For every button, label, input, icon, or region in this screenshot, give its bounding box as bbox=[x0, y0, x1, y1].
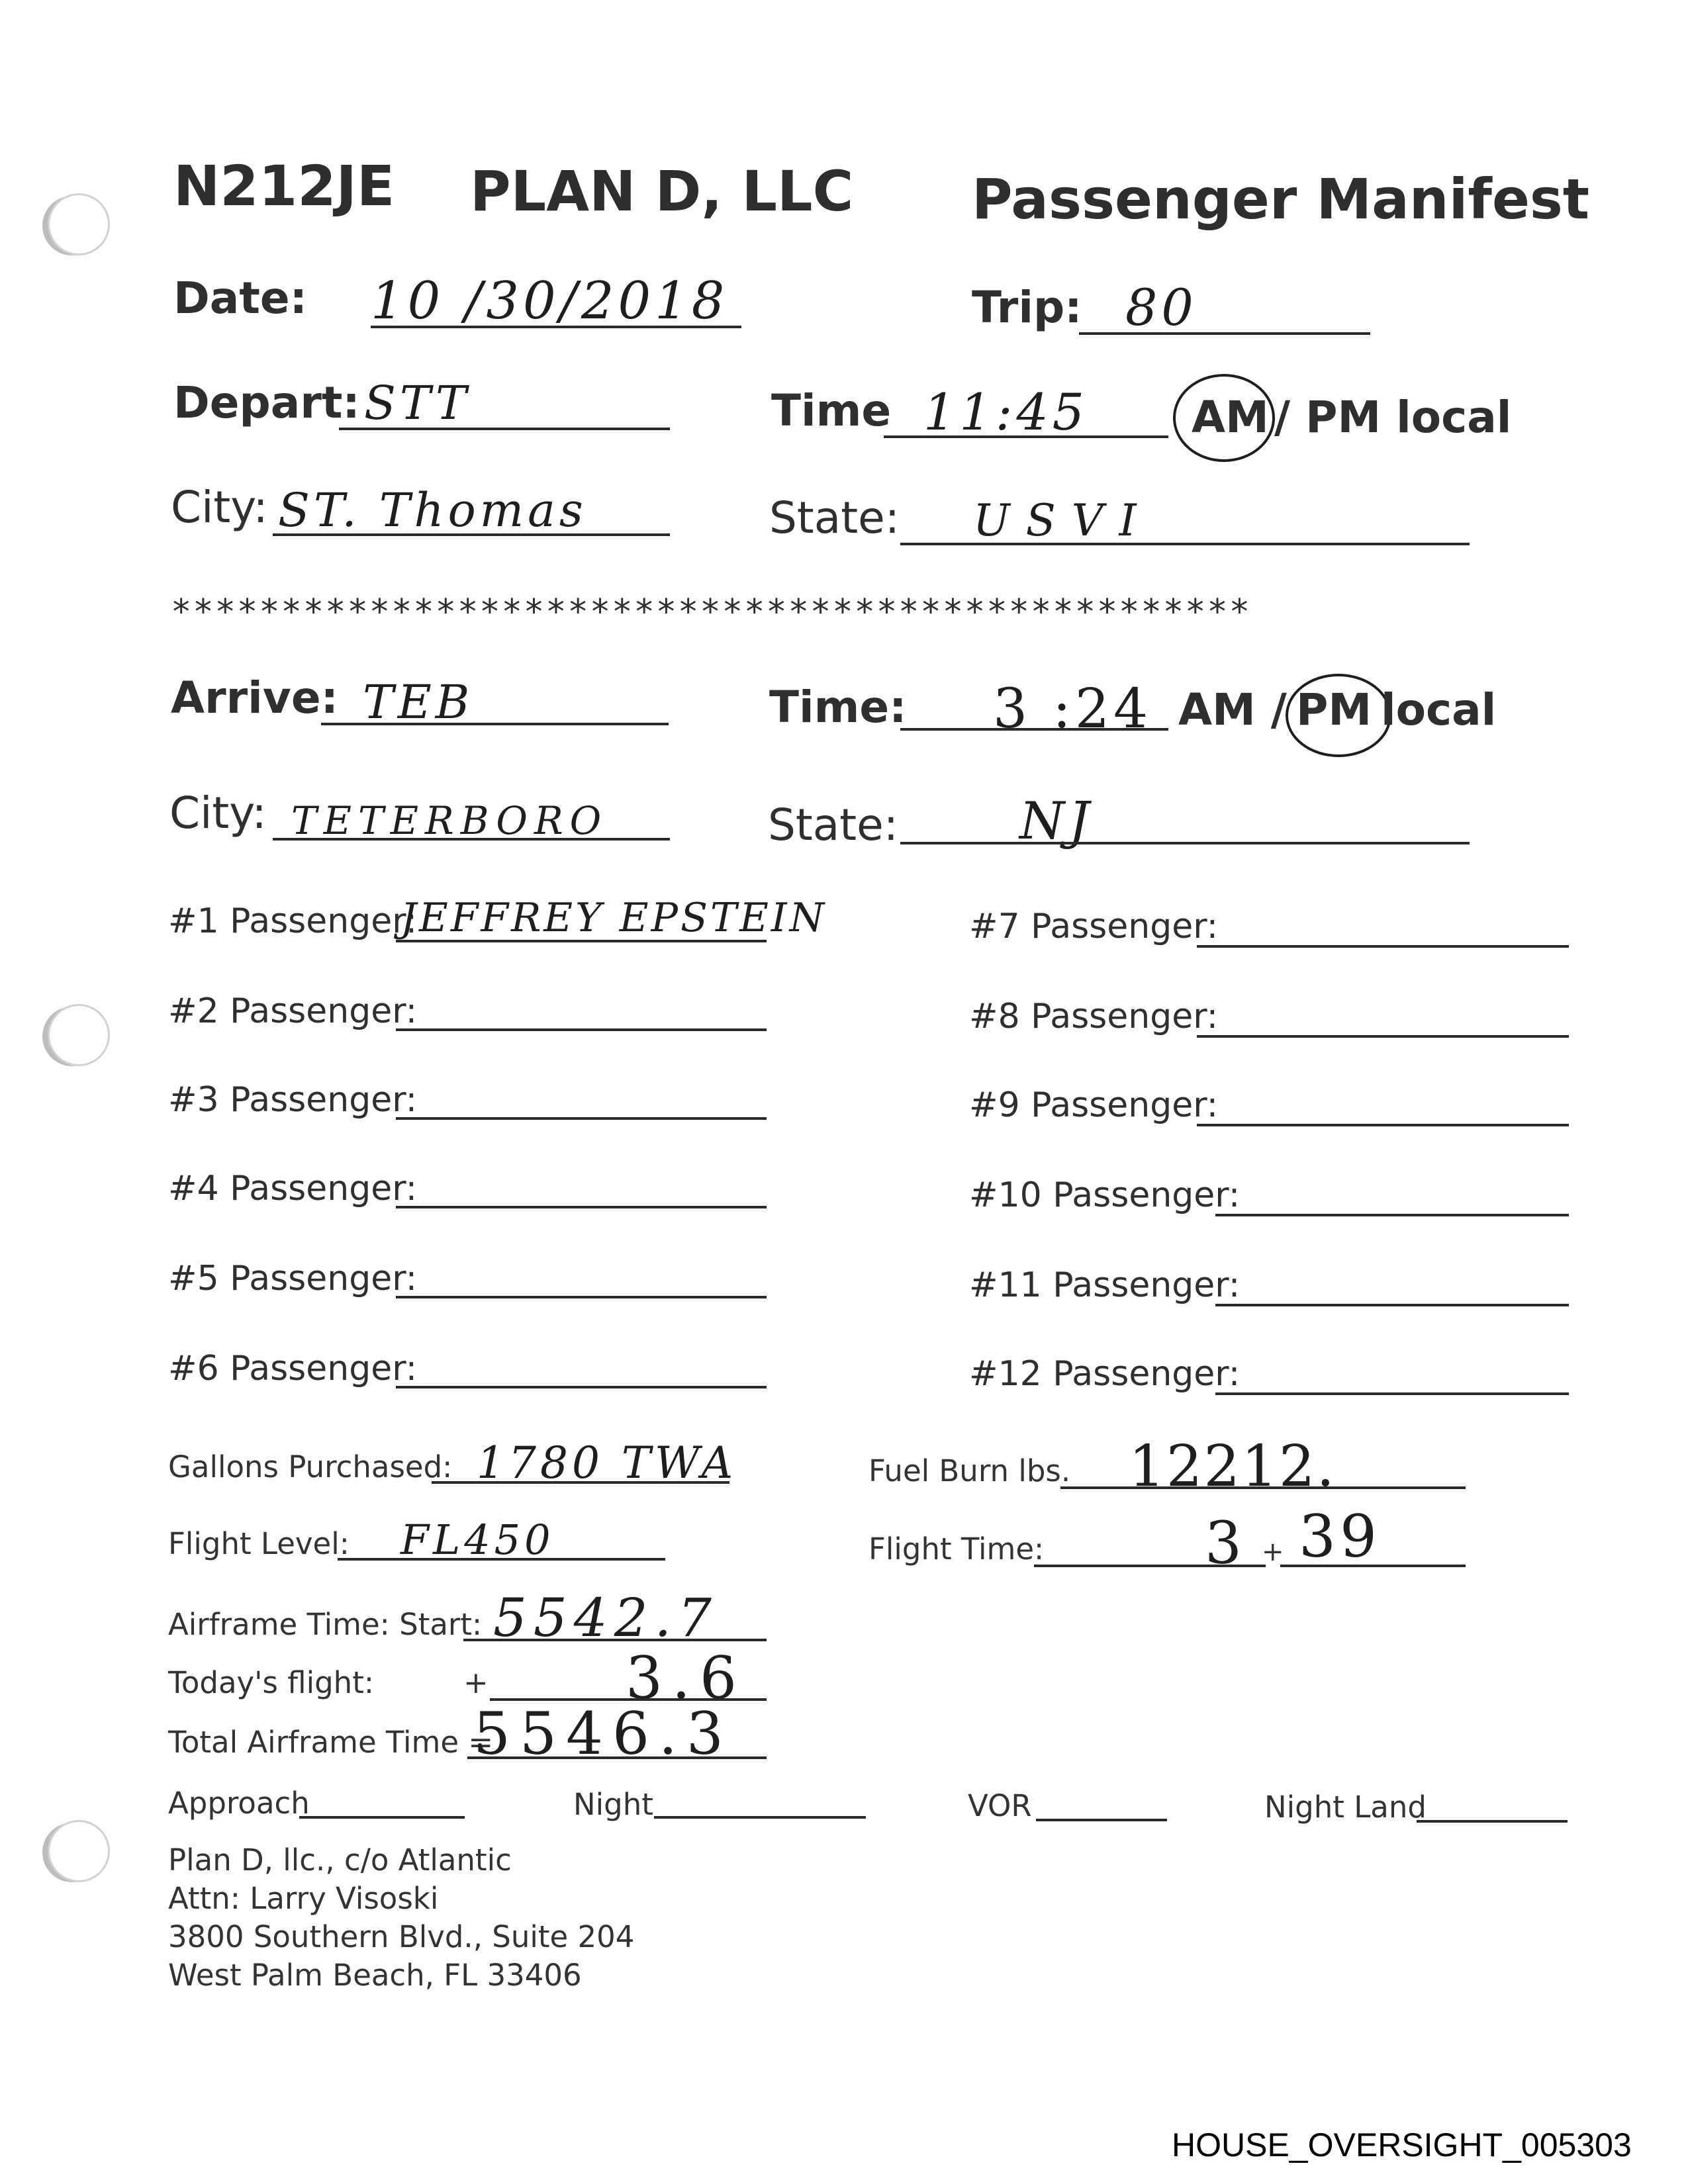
trip-value: 80 bbox=[1125, 278, 1197, 337]
depart-city-underline bbox=[273, 533, 670, 536]
date-label: Date: bbox=[173, 273, 308, 324]
passenger-10-label: #10 Passenger: bbox=[969, 1175, 1241, 1215]
depart-value: STT bbox=[364, 376, 471, 430]
approach-label: Approach bbox=[168, 1786, 310, 1821]
flight-time-underline-right bbox=[1280, 1565, 1466, 1567]
depart-underline bbox=[339, 428, 670, 430]
arrive-state-label: State: bbox=[768, 799, 898, 850]
depart-city-label: City: bbox=[171, 482, 268, 533]
address-line-1: Plan D, llc., c/o Atlantic bbox=[168, 1843, 512, 1878]
flight-time-underline-left bbox=[1034, 1565, 1266, 1567]
passenger-12-underline bbox=[1215, 1392, 1569, 1395]
total-airframe-underline bbox=[467, 1756, 767, 1759]
airframe-start-value: 5542.7 bbox=[493, 1587, 718, 1649]
flight-level-value: FL450 bbox=[400, 1516, 555, 1564]
address-line-3: 3800 Southern Blvd., Suite 204 bbox=[168, 1919, 635, 1954]
passenger-3-underline bbox=[396, 1117, 767, 1120]
passenger-1-value: JEFFREY EPSTEIN bbox=[400, 895, 827, 941]
depart-time-label: Time bbox=[771, 385, 892, 436]
passenger-1-label: #1 Passenger: bbox=[168, 901, 418, 941]
depart-state-value: USVI bbox=[973, 495, 1152, 546]
binder-hole-top bbox=[48, 193, 110, 255]
trip-underline bbox=[1079, 332, 1370, 335]
depart-pm-local-label: / PM local bbox=[1274, 392, 1512, 443]
arrive-time-label: Time: bbox=[769, 682, 907, 733]
passenger-4-underline bbox=[396, 1206, 767, 1208]
passenger-3-label: #3 Passenger: bbox=[168, 1080, 418, 1120]
tail-number: N212JE bbox=[173, 154, 395, 218]
gallons-purchased-label: Gallons Purchased: bbox=[168, 1449, 453, 1484]
depart-time-underline bbox=[884, 435, 1168, 438]
todays-flight-label: Today's flight: bbox=[168, 1665, 375, 1700]
fuel-burn-underline bbox=[1060, 1486, 1466, 1489]
passenger-11-underline bbox=[1215, 1304, 1569, 1306]
arrive-local-label: local bbox=[1381, 684, 1497, 735]
passenger-5-label: #5 Passenger: bbox=[168, 1259, 418, 1298]
passenger-8-label: #8 Passenger: bbox=[969, 997, 1219, 1036]
mailing-address bbox=[168, 1841, 634, 1995]
arrive-am-label: AM / bbox=[1178, 684, 1287, 735]
passenger-12-label: #12 Passenger: bbox=[969, 1354, 1241, 1394]
flight-level-underline bbox=[338, 1558, 665, 1561]
total-airframe-value: 5546.3 bbox=[473, 1700, 733, 1768]
total-airframe-label: Total Airframe Time = bbox=[168, 1725, 494, 1760]
fuel-burn-label: Fuel Burn lbs. bbox=[868, 1453, 1071, 1488]
depart-am-label: AM bbox=[1192, 392, 1269, 443]
passenger-4-label: #4 Passenger: bbox=[168, 1169, 418, 1208]
passenger-8-underline bbox=[1197, 1035, 1569, 1038]
arrive-time-value: 3 :24 bbox=[993, 678, 1152, 741]
depart-label: Depart: bbox=[173, 377, 360, 428]
night-land-underline bbox=[1417, 1820, 1568, 1823]
passenger-7-label: #7 Passenger: bbox=[969, 907, 1219, 946]
separator-stars: ************************************************* bbox=[171, 592, 1252, 632]
am-circled-mark bbox=[1173, 374, 1275, 462]
depart-city-value: ST. Thomas bbox=[278, 483, 587, 537]
address-line-4: West Palm Beach, FL 33406 bbox=[168, 1958, 582, 1993]
passenger-6-label: #6 Passenger: bbox=[168, 1349, 418, 1388]
arrive-label: Arrive: bbox=[171, 672, 338, 723]
arrive-state-underline bbox=[900, 842, 1470, 844]
arrive-underline bbox=[321, 723, 669, 725]
passenger-5-underline bbox=[396, 1296, 767, 1298]
arrive-value: TEB bbox=[363, 675, 474, 729]
passenger-7-underline bbox=[1197, 945, 1569, 948]
gallons-purchased-underline bbox=[432, 1481, 729, 1484]
passenger-1-underline bbox=[396, 940, 767, 942]
flight-time-hours: 3 bbox=[1205, 1509, 1246, 1577]
night-land-label: Night Land bbox=[1264, 1790, 1427, 1825]
passenger-11-label: #11 Passenger: bbox=[969, 1265, 1241, 1305]
passenger-10-underline bbox=[1215, 1214, 1569, 1216]
depart-state-underline bbox=[900, 543, 1470, 545]
bates-number: HOUSE_OVERSIGHT_005303 bbox=[1172, 2126, 1632, 2163]
binder-hole-bottom bbox=[48, 1820, 110, 1882]
approach-underline bbox=[299, 1816, 465, 1819]
arrive-city-underline bbox=[273, 838, 670, 841]
flight-time-minutes: 39 bbox=[1299, 1502, 1381, 1570]
arrive-pm-label: PM bbox=[1296, 684, 1372, 735]
gallons-purchased-value: 1780 TWA bbox=[477, 1437, 737, 1488]
address-line-2: Attn: Larry Visoski bbox=[168, 1881, 439, 1916]
arrive-time-underline bbox=[900, 728, 1168, 731]
arrive-city-label: City: bbox=[169, 788, 267, 839]
flight-time-label: Flight Time: bbox=[868, 1531, 1045, 1567]
vor-underline bbox=[1036, 1819, 1167, 1821]
fuel-burn-value: 12212. bbox=[1129, 1433, 1336, 1500]
airframe-start-underline bbox=[463, 1639, 767, 1641]
flight-level-label: Flight Level: bbox=[168, 1526, 350, 1561]
airframe-start-label: Airframe Time: Start: bbox=[168, 1607, 483, 1642]
date-value: 10 /30/2018 bbox=[371, 271, 729, 331]
pm-circled-mark bbox=[1286, 674, 1391, 757]
binder-hole-middle bbox=[48, 1004, 110, 1066]
passenger-9-label: #9 Passenger: bbox=[969, 1085, 1219, 1125]
night-underline bbox=[654, 1816, 866, 1819]
passenger-6-underline bbox=[396, 1386, 767, 1388]
trip-label: Trip: bbox=[972, 282, 1082, 333]
flight-time-plus: + bbox=[1262, 1537, 1284, 1567]
arrive-city-value: TETERBORO bbox=[291, 798, 608, 843]
todays-flight-value: 3.6 bbox=[626, 1644, 746, 1712]
passenger-2-label: #2 Passenger: bbox=[168, 991, 418, 1031]
depart-time-value: 11:45 bbox=[923, 383, 1089, 441]
todays-flight-plus: + bbox=[463, 1665, 489, 1700]
page-title: Passenger Manifest bbox=[972, 167, 1590, 232]
vor-label: VOR bbox=[968, 1788, 1032, 1823]
company-name: PLAN D, LLC bbox=[470, 159, 854, 224]
passenger-2-underline bbox=[396, 1028, 767, 1031]
passenger-9-underline bbox=[1197, 1124, 1569, 1126]
depart-state-label: State: bbox=[769, 492, 900, 543]
night-label: Night bbox=[573, 1787, 653, 1822]
arrive-state-value: NJ bbox=[1019, 792, 1094, 851]
date-underline bbox=[371, 326, 741, 328]
